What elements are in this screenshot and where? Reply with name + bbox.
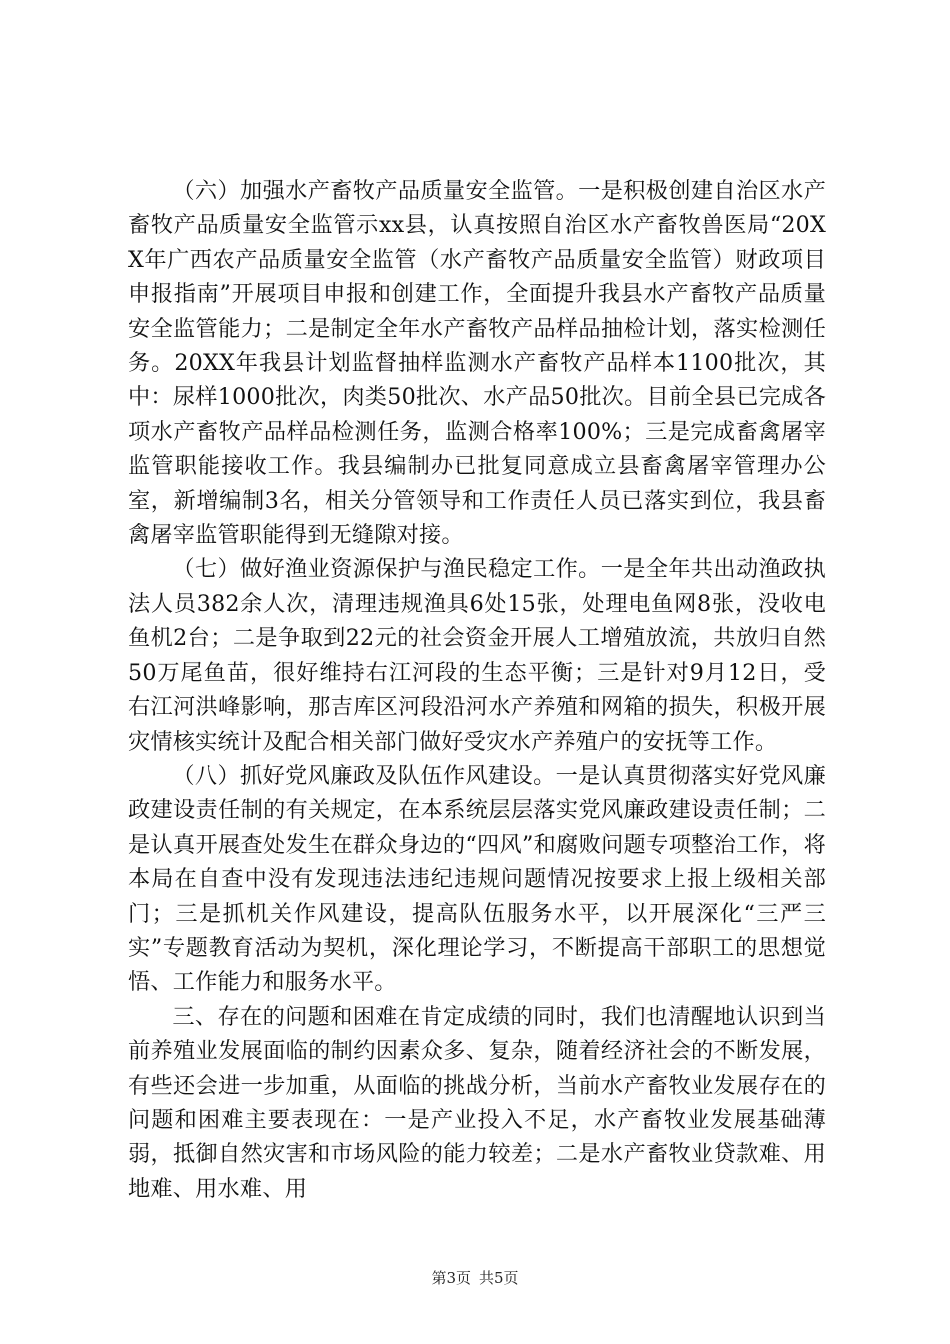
- paragraph-section-3-problems: 三、存在的问题和困难在肯定成绩的同时，我们也清醒地认识到当前养殖业发展面临的制约因素众多、复杂，随着经济社会的不断发展，有些还会进一步加重，从面临的挑战分析，当前水产畜牧业发展存在的问题和困难主要表现在：一是产业投入不足，水产畜牧业发展基础薄弱，抵御自然灾害和市场风险的能力较差；二是水产畜牧业贷款难、用地难、用水难、用: [128, 1003, 826, 1202]
- paragraph-section-8: （八）抓好党风廉政及队伍作风建设。一是认真贯彻落实好党风廉政建设责任制的有关规定，在本系统层层落实党风廉政建设责任制；二是认真开展查处发生在群众身边的“四风”和腐败问题专项整治工作，将本局在自查中没有发现违法违纪违规问题情况按要求上报上级相关部门；三是抓机关作风建设，提高队伍服务水平，以开展深化“三严三实”专题教育活动为契机，深化理论学习，不断提高干部职工的思想觉悟、工作能力和服务水平。: [128, 762, 826, 996]
- page-footer: [0, 1268, 950, 1288]
- document-body: [128, 174, 826, 1206]
- paragraph-section-7: （七）做好渔业资源保护与渔民稳定工作。一是全年共出动渔政执法人员382余人次，清理违规渔具6处15张，处理电鱼网8张，没收电鱼机2台；二是争取到22元的社会资金开展人工增殖放流，共放归自然50万尾鱼苗，很好维持右江河段的生态平衡；三是针对9月12日，受右江河洪峰影响，那吉库区河段沿河水产养殖和网箱的损失，积极开展灾情核实统计及配合相关部门做好受灾水产养殖户的安抚等工作。: [128, 556, 826, 755]
- page-total: 共5页: [479, 1269, 519, 1287]
- paragraph-section-6: （六）加强水产畜牧产品质量安全监管。一是积极创建自治区水产畜牧产品质量安全监管示xx县，认真按照自治区水产畜牧兽医局“20XX年广西农产品质量安全监管（水产畜牧产品质量安全监管）财政项目申报指南”开展项目申报和创建工作，全面提升我县水产畜牧产品质量安全监管能力；二是制定全年水产畜牧产品样品抽检计划，落实检测任务。20XX年我县计划监督抽样监测水产畜牧产品样本1100批次，其中：尿样1000批次，肉类50批次、水产品50批次。目前全县已完成各项水产畜牧产品样品检测任务，监测合格率100%；三是完成畜禽屠宰监管职能接收工作。我县编制办已批复同意成立县畜禽屠宰管理办公室，新增编制3名，相关分管领导和工作责任人员已落实到位，我县畜禽屠宰监管职能得到无缝隙对接。: [128, 178, 826, 549]
- page-number: 第3页: [431, 1269, 471, 1287]
